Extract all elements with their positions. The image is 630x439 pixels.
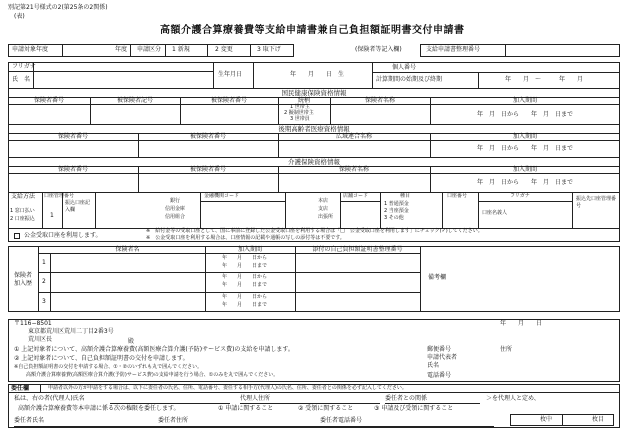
inin-sign-tel: 委任者電話番号 [320,417,363,424]
method-1[interactable]: 1 窓口払い [10,208,35,214]
stamp-maime: 枚目 [592,416,605,423]
dob-label: 生年月日 [218,71,243,78]
method-2[interactable]: 2 口座振込 [10,216,35,222]
tono: 殿 [128,338,135,345]
kokuho-h-zokugara: 続柄 [297,97,310,104]
shumoku-label: 種目 [400,193,411,199]
kaigo-h-bango: 被保険者番号 [189,166,226,173]
kubun-option-1[interactable]: 1 新規 [172,46,190,53]
item-2: ② 上記対象者について、自己負担額証明書の交付を申請します。 [14,355,189,362]
note-label: 備考欄 [428,274,447,281]
shumoku-1[interactable]: 1 普通預金 [384,201,409,207]
kouhi-note-1: ※ 給付金等の受取口座として、国に事前に登録した公金受取口座を利用する場合は「□ 公金受取口座を利用します」にチェック(✓)してください。 [146,228,483,234]
period-value: 年 月 〜 年 月 [505,76,584,83]
branch-type-2[interactable]: 支店 [318,206,329,212]
dob-value: 年 月 日 生 [290,71,345,78]
inin-right-2[interactable]: ② 受領に関すること [298,405,354,412]
form-number: 別記第21号様式の2(第25条の2関係) [8,4,108,11]
kouhi-checkbox[interactable] [14,233,20,239]
inin-tail: ＞を代理人と定め、 [486,395,540,402]
account-label: 口座管理番号 [44,193,75,199]
inin-note: 申請者以外の方が申請をする場合は、以下に委任者の氏名、住所、電話番号、委任する相手方(代理人)の氏名、住所、委任者との関係を必ず記入してください。 [48,385,407,391]
member-2-from: 年 月 日から [222,274,268,280]
label-daihyo: 申請代表者 [427,354,458,361]
meigi-label: 口座名義人 [482,210,508,216]
kubun-label: 申請区分 [137,46,162,53]
bank-type-2[interactable]: 信用金庫 [165,206,186,212]
kouhi-note-2: ※ 公金受取口座を利用する場合は、口座情報の記載や通帳の写しの添付等は不要です。 [146,235,345,241]
member-2-to: 年 月 日まで [222,282,268,288]
insurer-label: (保険者等記入欄) [355,46,402,53]
label-yubin: 郵便番号 [427,346,452,353]
bank-furigana: フリガナ [510,193,530,199]
koki-period: 年 月 日から 年 月 日まで [476,145,573,152]
members-side-label: 保険者加入歴 [14,272,33,288]
kouhi-check-label: 公金受取口座を利用します。 [24,232,102,239]
label-denwa: 電話番号 [427,372,452,379]
kanri-label: 振込先口座管理番号 [576,196,617,209]
inin-dairi-addr: 代理人住所 [240,395,271,402]
tenpo-code-label: 店舗コード [343,193,369,199]
kaigo-period: 年 月 日から 年 月 日まで [476,179,573,186]
members-table [8,246,620,312]
side-label: (表) [14,13,25,20]
shumoku-3[interactable]: 3 その他 [384,215,404,221]
kokuho-h-hokensha: 保険者番号 [33,97,64,104]
member-1-to: 年 月 日まで [222,263,268,269]
kinyu-code-label: 金融機関コード [204,193,240,199]
applicant-furigana: フリガナ [12,63,36,70]
member-3-from: 年 月 日から [222,294,268,300]
koki-h-hokensha: 保険者番号 [57,133,88,140]
declaration-date: 年 月 日 [500,320,543,327]
bank-type-3[interactable]: 信用組合 [165,214,186,220]
kojin-label: 個人番号 [392,64,417,71]
year-label: 申請対象年度 [12,46,49,53]
furikomi-label: 振込口座記入欄 [65,200,91,213]
inin-relation: 委任者との関係 [385,395,428,402]
kaigo-section: 介護保険資格情報 [288,158,340,166]
zokugara-3[interactable]: 3 世帯員 [290,116,310,122]
inin-label: 委任欄 [11,385,30,392]
kokuho-period: 年 月 日から 年 月 日まで [476,111,573,118]
inin-sign-name: 委任者氏名 [14,417,45,424]
inin-right-3[interactable]: ③ 申請及び受領に関すること [374,405,454,412]
member-3-to: 年 月 日まで [222,302,268,308]
members-h-name: 保険者名 [115,246,140,253]
label-jusho: 住所 [500,346,513,353]
inin-right-1[interactable]: ① 申請に関すること [218,405,274,412]
members-h-period: 加入期間 [237,246,262,253]
applicant-name-label: 氏 名 [12,76,31,83]
koza-no-label: 口座番号 [447,193,468,199]
inin-line1: 私は、右の者(代理人)氏名 [14,395,85,402]
branch-type-3[interactable]: 出張所 [318,214,334,220]
year-unit: 年度 [115,46,128,53]
zokugara-1[interactable]: 1 世帯主 [290,104,310,110]
item-3: 高額介護合算療養費(高額医療合算介護(予防)サービス費)の支給申請を行う場合、①のみを丸で囲んでください。 [26,372,279,378]
member-row-1: 1 [42,259,46,266]
label-shimei: 氏名 [427,362,440,369]
postal: 〒116−8501 [14,320,52,327]
branch-type-1[interactable]: 本店 [318,198,329,204]
kokuho-h-bango: 被保険者番号 [210,97,247,104]
kubun-option-3[interactable]: 3 取下げ [257,46,281,53]
applicant-name-field[interactable] [36,73,210,86]
kokuho-h-kigo: 被保険者記号 [116,97,153,104]
kokuho-section: 国民健康保険資格情報 [281,89,347,97]
shumoku-2[interactable]: 2 当座預金 [384,208,409,214]
bank-type-1[interactable]: 銀行 [170,198,181,204]
page-title: 高額介護合算療養費等支給申請書兼自己負担額証明書交付申請書 [160,25,465,36]
kokuho-h-meisho: 保険者名称 [364,97,395,104]
members-h-seiri: 添付の自己負担額証明書整理番号 [312,246,403,253]
account-value: 1 [50,212,54,219]
koki-section: 後期高齢者医療資格情報 [278,125,350,133]
item-1: ① 上記対象者について、高額介護合算療養費(高額医療合算介護(予防)サービス費)の支給を申請します。 [14,346,294,353]
koki-h-kikan: 加入期間 [512,133,537,140]
koki-h-bango: 被保険者番号 [189,133,226,140]
kubun-option-2[interactable]: 2 変更 [215,46,233,53]
kokuho-h-kikan: 加入期間 [512,97,537,104]
address-line2: 荒川区長 [28,336,53,343]
zokugara-2[interactable]: 2 擬制世帯主 [284,110,314,116]
member-row-2: 2 [42,278,46,285]
koki-h-koiki: 広域連合名称 [335,133,372,140]
kaigo-h-kikan: 加入期間 [512,166,537,173]
member-row-3: 3 [42,298,46,305]
inin-line2: 高額介護合算療養費等本申請に係る次の権限を委任します。 [18,405,180,412]
inin-sign-addr: 委任者住所 [158,417,189,424]
kaigo-h-hokensha: 保険者番号 [57,166,88,173]
kaigo-h-meisho: 保険者名称 [338,166,369,173]
method-label: 支給方法 [11,193,36,200]
item-note: ※自己負担額証明書の交付を申請する場合、①・②のいずれも丸で囲んでください。 [14,364,203,370]
stamp-maichu: 枚中 [540,416,553,423]
member-1-from: 年 月 日から [222,255,268,261]
address-line1: 東京都荒川区荒川二丁目2番3号 [28,328,114,335]
period-label: 計算期間の始期及び終期 [376,76,443,83]
seiri-label: 支給申請書整理番号 [426,46,481,53]
